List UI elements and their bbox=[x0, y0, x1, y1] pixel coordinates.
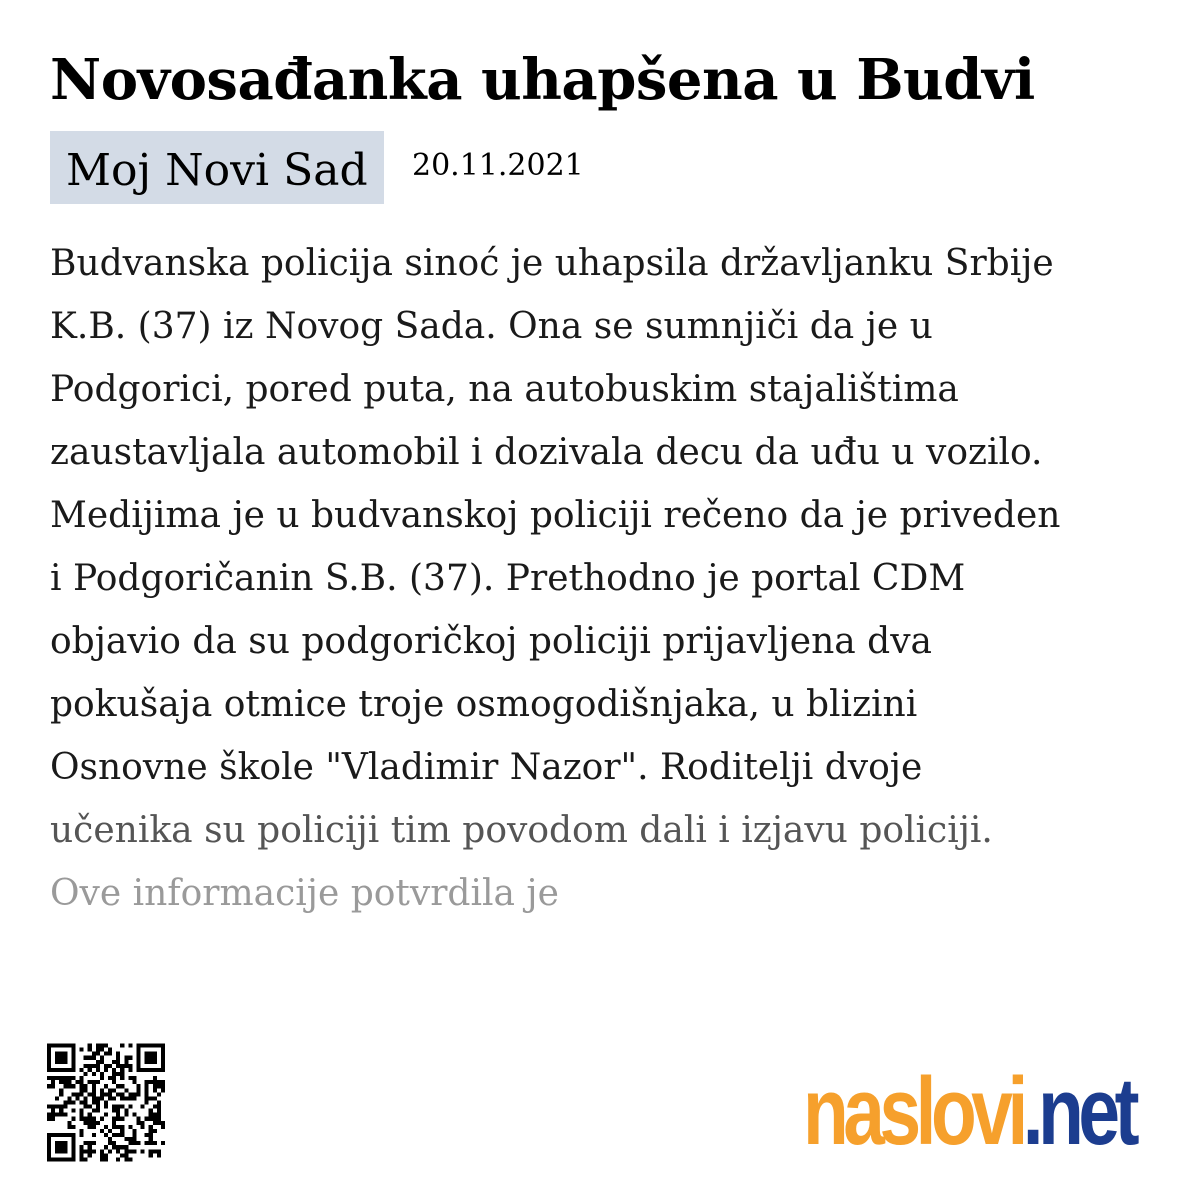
naslovi-net-logo[interactable] bbox=[803, 1057, 1134, 1167]
article-date: 20.11.2021 bbox=[412, 148, 584, 183]
article-body bbox=[50, 232, 1160, 925]
source-badge[interactable]: Moj Novi Sad bbox=[50, 131, 384, 204]
qr-code-icon[interactable] bbox=[47, 1040, 165, 1165]
article-line: objavio da su podgoričkoj policiji prijavljena dva bbox=[50, 621, 933, 662]
article-title: Novosađanka uhapšena u Budvi bbox=[50, 47, 1035, 113]
article-line: Podgorici, pored puta, na autobuskim stajalištima bbox=[50, 369, 959, 410]
article-line: Osnovne škole "Vladimir Nazor". Roditelji dvoje bbox=[50, 747, 923, 788]
article-line: Medijima je u budvanskoj policiji rečeno da je priveden bbox=[50, 495, 1061, 536]
article-line: Ove informacije potvrdila je bbox=[50, 873, 559, 914]
article-line: K.B. (37) iz Novog Sada. Ona se sumnjiči da je u bbox=[50, 306, 933, 347]
article-line: učenika su policiji tim povodom dali i izjavu policiji. bbox=[50, 810, 993, 851]
logo-part-net: .net bbox=[1022, 1058, 1135, 1165]
article-line: Budvanska policija sinoć je uhapsila državljanku Srbije bbox=[50, 243, 1054, 284]
article-line: pokušaja otmice troje osmogodišnjaka, u blizini bbox=[50, 684, 918, 725]
logo-part-naslovi: naslovi bbox=[803, 1058, 1023, 1165]
article-line: i Podgoričanin S.B. (37). Prethodno je portal CDM bbox=[50, 558, 966, 599]
article-line: zaustavljala automobil i dozivala decu da uđu u vozilo. bbox=[50, 432, 1043, 473]
